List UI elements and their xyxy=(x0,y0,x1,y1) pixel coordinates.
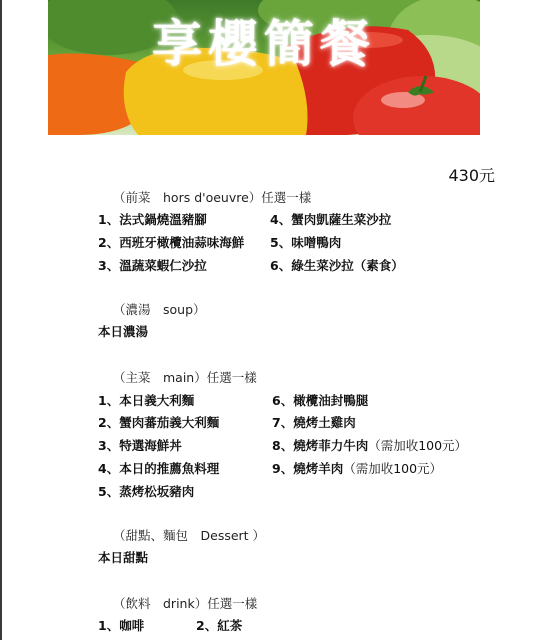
appetizer-item: 1、法式鍋燒溫豬腳 xyxy=(98,212,207,227)
soup-heading: （濃湯 soup） xyxy=(113,302,206,317)
main-item-name: 9、燒烤羊肉 xyxy=(272,461,344,476)
surcharge-note: （需加收100元） xyxy=(368,438,468,453)
main-item xyxy=(272,436,467,454)
dessert-item: 本日甜點 xyxy=(98,550,149,565)
main-item-name: 6、橄欖油封鴨腿 xyxy=(272,393,369,408)
main-item: 5、蒸烤松坂豬肉 xyxy=(98,484,195,499)
main-item: 4、本日的推薦魚料理 xyxy=(98,461,220,476)
appetizer-heading: （前菜 hors d'oeuvre）任選一樣 xyxy=(113,190,312,205)
surcharge-note: （需加收100元） xyxy=(343,461,443,476)
banner-image xyxy=(48,0,480,135)
main-item xyxy=(272,459,442,477)
appetizer-item: 2、西班牙橄欖油蒜味海鮮 xyxy=(98,235,245,250)
main-heading: （主菜 main）任選一樣 xyxy=(113,370,257,385)
main-item-name: 8、燒烤菲力牛肉 xyxy=(272,438,369,453)
main-item: 1、本日義大利麵 xyxy=(98,393,195,408)
appetizer-item: 6、綠生菜沙拉（素食） xyxy=(270,258,404,273)
appetizer-item: 4、蟹肉凱薩生菜沙拉 xyxy=(270,212,392,227)
main-item: 2、蟹肉蕃茄義大利麵 xyxy=(98,415,220,430)
banner-title: 享櫻簡餐 xyxy=(152,14,376,73)
drink-item: 2、紅茶 xyxy=(196,618,243,633)
main-item xyxy=(272,413,356,431)
main-item-name: 7、燒烤土雞肉 xyxy=(272,415,356,430)
page-left-border xyxy=(0,0,2,640)
drink-item: 1、咖啡 xyxy=(98,618,145,633)
appetizer-item: 3、溫蔬菜蝦仁沙拉 xyxy=(98,258,207,273)
main-item: 3、特選海鮮丼 xyxy=(98,438,182,453)
appetizer-item: 5、味噌鴨肉 xyxy=(270,235,342,250)
dessert-heading: （甜點、麵包 Dessert ） xyxy=(113,528,266,543)
soup-item: 本日濃湯 xyxy=(98,324,149,339)
price: 430元 xyxy=(448,166,495,185)
drink-heading: （飲料 drink）任選一樣 xyxy=(113,596,258,611)
main-item xyxy=(272,391,368,409)
